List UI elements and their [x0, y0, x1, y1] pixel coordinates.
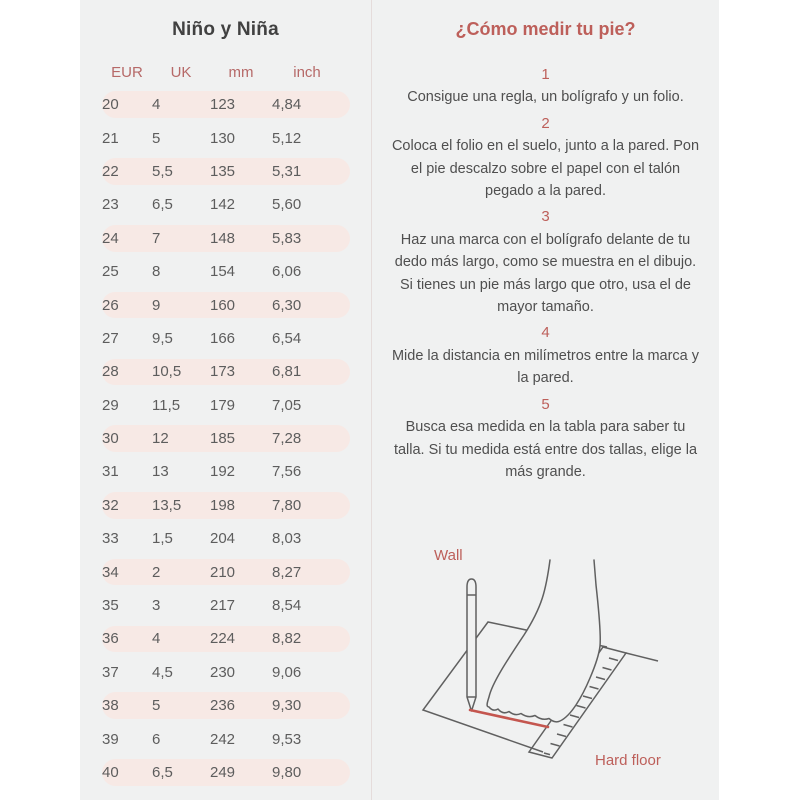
table-cell: 242: [210, 730, 236, 748]
table-cell: 36: [102, 630, 119, 648]
step-number: 2: [541, 114, 550, 132]
table-cell: 6,54: [272, 329, 302, 347]
table-row: [80, 88, 371, 121]
table-row-pill: [102, 526, 350, 553]
table-cell: 8,03: [272, 530, 302, 548]
table-cell: 6,30: [272, 296, 302, 314]
table-row: [80, 555, 371, 588]
table-cell: 10,5: [152, 363, 182, 381]
table-cell: 25: [102, 263, 119, 281]
measuring-guide-panel: [372, 0, 719, 800]
table-cell: 21: [102, 129, 119, 147]
step-number: 1: [541, 66, 550, 83]
table-cell: 185: [210, 430, 236, 448]
table-cell: 12: [152, 430, 169, 448]
table-row-pill: [102, 626, 350, 653]
table-cell: 6,06: [272, 263, 302, 281]
table-cell: 8,27: [272, 563, 302, 581]
table-cell: 13: [152, 463, 169, 481]
guide-steps: [372, 64, 719, 483]
table-cell: 35: [102, 597, 119, 615]
table-cell: 166: [210, 329, 236, 347]
table-cell: 6,81: [272, 363, 302, 381]
table-cell: 4,84: [272, 96, 302, 114]
table-row-pill: [102, 225, 350, 252]
table-cell: 7: [152, 229, 161, 247]
table-row: [80, 121, 371, 154]
table-cell: 5: [152, 697, 161, 715]
table-cell: 210: [210, 563, 236, 581]
table-cell: 135: [210, 162, 236, 180]
table-cell: 3: [152, 597, 161, 615]
column-header: EUR: [111, 63, 143, 81]
guide-title: ¿Cómo medir tu pie?: [455, 19, 636, 39]
table-cell: 4,5: [152, 663, 173, 681]
table-cell: 4: [152, 630, 161, 648]
table-cell: 236: [210, 697, 236, 715]
table-cell: 249: [210, 764, 236, 781]
table-row: [80, 722, 371, 755]
table-cell: 142: [210, 196, 236, 214]
table-row-pill: [102, 692, 350, 719]
wall-label: Wall: [434, 547, 463, 564]
table-cell: 6,5: [152, 196, 173, 214]
table-row-pill: [102, 91, 350, 118]
pencil-icon: [467, 579, 476, 711]
table-cell: 4: [152, 96, 161, 114]
table-cell: 37: [102, 663, 119, 681]
table-cell: 8: [152, 263, 161, 281]
table-cell: 224: [210, 630, 236, 648]
table-cell: 28: [102, 363, 119, 381]
table-cell: 9: [152, 296, 161, 314]
table-cell: 40: [102, 764, 119, 781]
table-cell: 24: [102, 229, 119, 247]
table-cell: 8,82: [272, 630, 302, 648]
table-cell: 7,80: [272, 496, 302, 514]
step-text: Coloca el folio en el suelo, junto a la pared. Pon el pie descalzo sobre el papel con el talón pegado a la pared.: [391, 138, 700, 200]
table-row-pill: [102, 359, 350, 386]
table-cell: 5,83: [272, 229, 302, 247]
table-cell: 6: [152, 730, 161, 748]
table-cell: 32: [102, 496, 119, 514]
table-cell: 2: [152, 563, 161, 581]
table-cell: 7,28: [272, 430, 302, 448]
table-cell: 9,80: [272, 764, 302, 781]
table-row: [80, 589, 371, 622]
table-cell: 5,60: [272, 196, 302, 214]
table-row-pill: [102, 559, 350, 586]
table-row: [80, 455, 371, 488]
foot-outline: [487, 560, 600, 722]
table-cell: 173: [210, 363, 236, 381]
table-row: [80, 622, 371, 655]
column-header: mm: [228, 63, 254, 81]
table-cell: 192: [210, 463, 236, 481]
table-cell: 26: [102, 296, 119, 314]
table-row: [80, 288, 371, 321]
table-cell: 1,5: [152, 530, 173, 548]
table-row: [80, 689, 371, 722]
table-row-pill: [102, 726, 350, 753]
column-header: UK: [170, 63, 192, 81]
table-cell: 9,06: [272, 663, 302, 681]
table-cell: 5,31: [272, 162, 302, 180]
table-row: [80, 222, 371, 255]
step-text: Busca esa medida en la tabla para saber tu talla. Si tu medida está entre dos tallas, elige la más grande.: [393, 419, 698, 480]
table-cell: 34: [102, 563, 119, 581]
table-cell: 5,5: [152, 162, 173, 180]
table-cell: 11,5: [152, 396, 181, 414]
table-row: [80, 188, 371, 221]
table-row: [80, 489, 371, 522]
table-row: [80, 656, 371, 689]
table-cell: 154: [210, 263, 236, 281]
floor-line: [626, 653, 658, 661]
table-row-pill: [102, 392, 350, 419]
table-row-pill: [102, 325, 350, 352]
table-cell: 29: [102, 396, 119, 414]
table-cell: 23: [102, 196, 119, 214]
table-cell: 230: [210, 663, 236, 681]
step-text: Haz una marca con el bolígrafo delante de tu dedo más largo, como se muestra en el dibujo. Si tienes un pie más largo que otro, usa el de mayor tamaño.: [394, 231, 697, 316]
table-row: [80, 389, 371, 422]
table-row-pill: [102, 425, 350, 452]
step-number: 3: [541, 208, 550, 226]
table-row-pill: [102, 759, 350, 786]
table-cell: 31: [102, 463, 119, 481]
table-cell: 39: [102, 730, 119, 748]
table-row: [80, 322, 371, 355]
size-guide-content: [80, 0, 719, 800]
table-cell: 9,53: [272, 730, 302, 748]
table-row: [80, 422, 371, 455]
table-cell: 148: [210, 229, 236, 247]
step-text: Mide la distancia en milímetros entre la marca y la pared.: [391, 347, 700, 387]
table-cell: 30: [102, 430, 119, 448]
step-text: Consigue una regla, un bolígrafo y un folio.: [407, 89, 684, 106]
step-number: 4: [541, 324, 550, 342]
size-table-panel: [80, 0, 371, 800]
size-table: [80, 88, 371, 789]
table-cell: 38: [102, 697, 119, 715]
table-cell: 9,5: [152, 329, 173, 347]
table-cell: 160: [210, 296, 236, 314]
step-number: 5: [541, 395, 550, 413]
table-cell: 5,12: [272, 129, 302, 147]
table-row-pill: [102, 192, 350, 219]
table-cell: 179: [210, 396, 236, 414]
table-cell: 27: [102, 329, 119, 347]
table-cell: 198: [210, 496, 236, 514]
table-cell: 8,54: [272, 597, 302, 615]
table-row-pill: [102, 592, 350, 619]
table-row: [80, 756, 371, 789]
table-cell: 7,05: [272, 396, 302, 414]
table-row-pill: [102, 459, 350, 486]
table-row: [80, 155, 371, 188]
table-row-pill: [102, 258, 350, 285]
table-header-row: [102, 62, 350, 82]
table-row: [80, 355, 371, 388]
table-cell: 20: [102, 96, 119, 114]
table-cell: 33: [102, 530, 119, 548]
table-row-pill: [102, 125, 350, 152]
table-cell: 22: [102, 162, 119, 180]
table-row-pill: [102, 659, 350, 686]
table-cell: 204: [210, 530, 236, 548]
table-row-pill: [102, 292, 350, 319]
table-cell: 5: [152, 129, 161, 147]
table-cell: 123: [210, 96, 236, 114]
table-row-pill: [102, 492, 350, 519]
table-cell: 217: [210, 597, 236, 615]
table-title: Niño y Niña: [172, 19, 279, 40]
foot-measurement-illustration: [400, 545, 720, 795]
table-cell: 6,5: [152, 764, 173, 781]
table-row-pill: [102, 158, 350, 185]
hard-floor-label: Hard floor: [595, 752, 661, 769]
table-row: [80, 255, 371, 288]
table-cell: 7,56: [272, 463, 302, 481]
table-cell: 9,30: [272, 697, 302, 715]
table-cell: 130: [210, 129, 236, 147]
column-header: inch: [293, 63, 321, 81]
table-row: [80, 522, 371, 555]
table-cell: 13,5: [152, 496, 182, 514]
